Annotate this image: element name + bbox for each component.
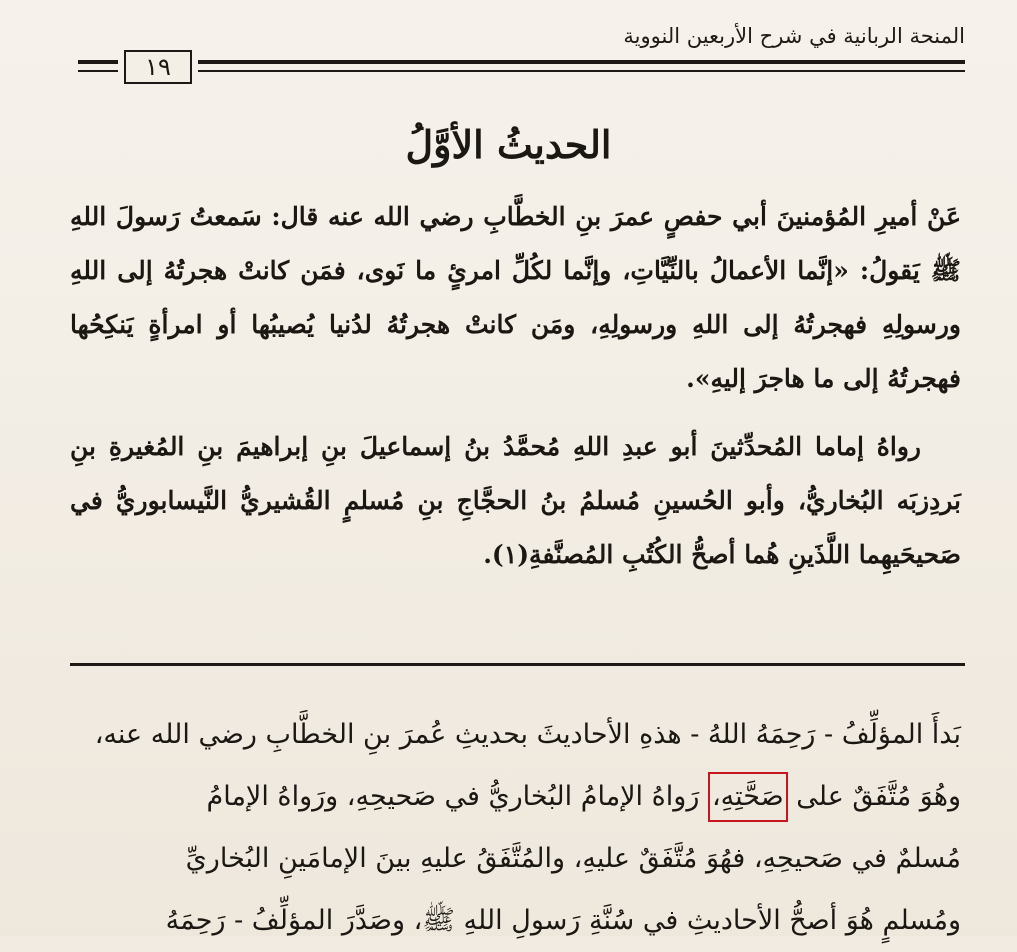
commentary-line-2-after: رَواهُ الإمامُ البُخاريُّ في صَحيحِهِ، ورَواهُ الإمامُ: [206, 781, 700, 812]
hadith-paragraph-2: رواهُ إماما المُحدِّثينَ أبو عبدِ اللهِ مُحمَّدُ بنُ إسماعيلَ بنِ إبراهيمَ بنِ المُغيرةِ بنِ بَردِزبَه البُخاريُّ، وأبو الحُسينِ مُسلمُ بنُ الحجَّاجِ بنِ مُسلمٍ القُشيريُّ النَّيسابوريُّ في صَحيحَيهِما اللَّذَينِ هُما أصحُّ الكُتُبِ المُصنَّفةِ(١).: [70, 432, 961, 569]
highlighted-word[interactable]: صَحَّتِهِ،: [708, 772, 788, 822]
hadith-paragraph-1: عَنْ أميرِ المُؤمنينَ أبي حفصٍ عمرَ بنِ الخطَّابِ رضي الله عنه قال: سَمعتُ رَسولَ اللهِ ﷺ يَقولُ: «إنَّما الأعمالُ بالنِّيَّاتِ، وإنَّما لكُلِّ امرئٍ ما نَوى، فمَن كانتْ هجرتُهُ إلى اللهِ ورسولِهِ فهجرتُهُ إلى اللهِ ورسولِهِ، ومَن كانتْ هجرتُهُ لدُنيا يُصيبُها أو امرأةٍ يَنكِحُها فهجرتُهُ إلى ما هاجرَ إليهِ».: [70, 202, 961, 393]
running-title: المنحة الربانية في شرح الأربعين النووية: [623, 24, 965, 48]
header-rule-left: [78, 60, 118, 72]
hadith-text: [70, 190, 961, 596]
commentary-line-2-before: وهُوَ مُتَّفَقٌ على: [796, 781, 961, 812]
commentary-line-4: ومُسلمٍ هُوَ أصحُّ الأحاديثِ في سُنَّةِ رَسولِ اللهِ ﷺ، وصَدَّرَ المؤلِّفُ - رَحِمَهُ: [165, 905, 961, 936]
page-number: ١٩: [124, 50, 192, 84]
commentary-line-1: بَدأَ المؤلِّفُ - رَحِمَهُ اللهُ - هذهِ الأحاديثَ بحديثِ عُمرَ بنِ الخطَّابِ رضي الله عنه،: [94, 719, 961, 750]
header-rule-right: [198, 60, 965, 72]
commentary-line-3: مُسلمٌ في صَحيحِهِ، فهُوَ مُتَّفَقٌ عليهِ، والمُتَّفَقُ عليهِ بينَ الإمامَينِ البُخاريِّ: [185, 843, 961, 874]
commentary-text: [70, 704, 961, 952]
commentary-line-2: [70, 766, 961, 828]
header-rule: [78, 50, 965, 84]
section-divider: [70, 663, 965, 666]
page-heading: الحديثُ الأوَّلُ: [405, 122, 612, 167]
